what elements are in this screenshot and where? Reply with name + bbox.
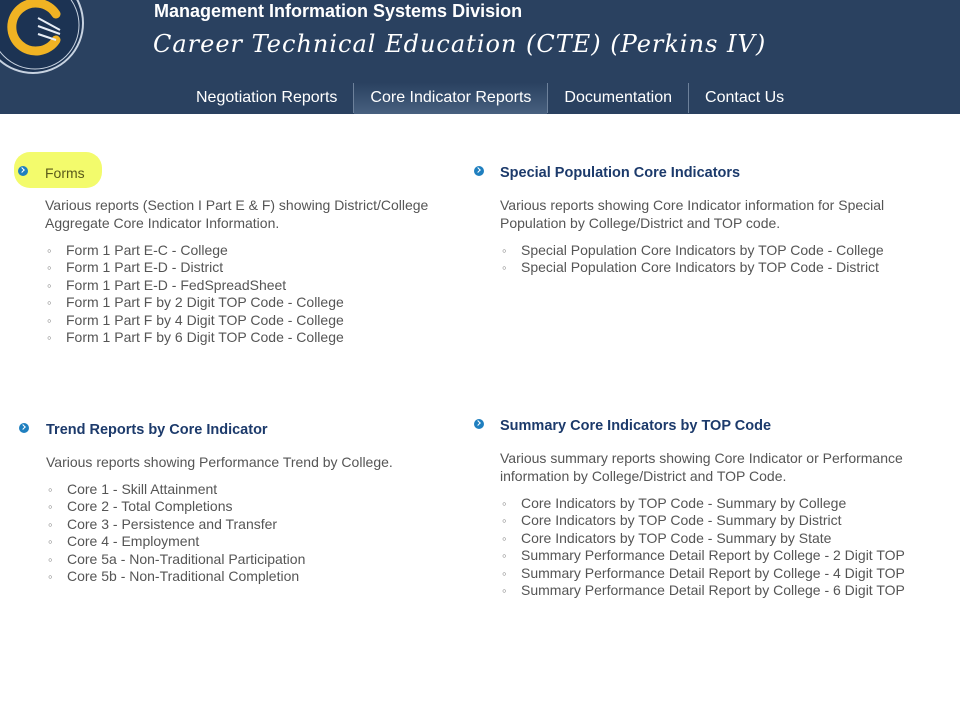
list-item[interactable]: ◦ Core Indicators by TOP Code - Summary by College: [500, 495, 950, 512]
summary-core-indicators-section: [500, 418, 950, 599]
special-population-section: [500, 165, 930, 277]
nav-core-indicator-reports[interactable]: Core Indicator Reports: [354, 83, 547, 114]
list-item[interactable]: ◦ Special Population Core Indicators by TOP Code - College: [500, 242, 930, 259]
list-item[interactable]: ◦ Form 1 Part F by 2 Digit TOP Code - College: [45, 294, 465, 311]
list-item[interactable]: ◦ Summary Performance Detail Report by College - 4 Digit TOP: [500, 565, 950, 582]
chevron-circle-icon: [474, 419, 484, 429]
forms-list: [45, 242, 465, 346]
trend-reports-section: [46, 422, 466, 585]
summary-core-indicators-title[interactable]: Summary Core Indicators by TOP Code: [500, 418, 772, 434]
list-item[interactable]: ◦ Core 5a - Non-Traditional Participation: [46, 551, 466, 568]
list-item[interactable]: ◦ Core 5b - Non-Traditional Completion: [46, 568, 466, 585]
nav-documentation[interactable]: Documentation: [564, 89, 673, 106]
list-item[interactable]: ◦ Core Indicators by TOP Code - Summary by District: [500, 512, 950, 529]
list-item[interactable]: ◦ Core Indicators by TOP Code - Summary by State: [500, 530, 950, 547]
program-subtitle: Career Technical Education (CTE) (Perkins IV): [153, 30, 767, 58]
special-population-title[interactable]: Special Population Core Indicators: [500, 165, 741, 181]
forms-description: Various reports (Section I Part E & F) showing District/College Aggregate Core Indicator Information.: [45, 197, 429, 231]
list-item[interactable]: ◦ Core 2 - Total Completions: [46, 498, 466, 515]
summary-core-indicators-description: Various summary reports showing Core Indicator or Performance information by College/District and TOP Code.: [500, 450, 903, 484]
list-item[interactable]: ◦ Form 1 Part F by 6 Digit TOP Code - College: [45, 329, 465, 346]
special-population-list: [500, 242, 930, 277]
chevron-circle-icon: [474, 166, 484, 176]
list-item[interactable]: ◦ Special Population Core Indicators by TOP Code - District: [500, 259, 930, 276]
list-item[interactable]: ◦ Form 1 Part E-D - FedSpreadSheet: [45, 277, 465, 294]
list-item[interactable]: ◦ Core 3 - Persistence and Transfer: [46, 516, 466, 533]
summary-core-indicators-list: [500, 495, 950, 599]
division-title: Management Information Systems Division: [154, 1, 523, 21]
site-header: [0, 0, 960, 114]
trend-reports-title[interactable]: Trend Reports by Core Indicator: [46, 422, 268, 438]
list-item[interactable]: ◦ Core 4 - Employment: [46, 533, 466, 550]
chevron-circle-icon: [19, 423, 29, 433]
list-item[interactable]: ◦ Core 1 - Skill Attainment: [46, 481, 466, 498]
list-item[interactable]: ◦ Summary Performance Detail Report by College - 6 Digit TOP: [500, 582, 950, 599]
special-population-description: Various reports showing Core Indicator information for Special Population by College/District and TOP code.: [500, 197, 885, 231]
nav-contact-us[interactable]: Contact Us: [705, 89, 785, 106]
trend-reports-list: [46, 481, 466, 585]
list-item[interactable]: ◦ Form 1 Part E-D - District: [45, 259, 465, 276]
nav-negotiation-reports[interactable]: Negotiation Reports: [196, 89, 338, 106]
list-item[interactable]: ◦ Form 1 Part F by 4 Digit TOP Code - College: [45, 312, 465, 329]
forms-section: [45, 165, 465, 346]
forms-title[interactable]: Forms: [45, 165, 85, 181]
list-item[interactable]: ◦ Summary Performance Detail Report by College - 2 Digit TOP: [500, 547, 950, 564]
main-nav: [180, 83, 800, 114]
college-seal-logo[interactable]: [0, 0, 84, 74]
chevron-circle-icon: [18, 166, 28, 176]
trend-reports-description: Various reports showing Performance Trend by College.: [46, 454, 393, 470]
list-item[interactable]: ◦ Form 1 Part E-C - College: [45, 242, 465, 259]
